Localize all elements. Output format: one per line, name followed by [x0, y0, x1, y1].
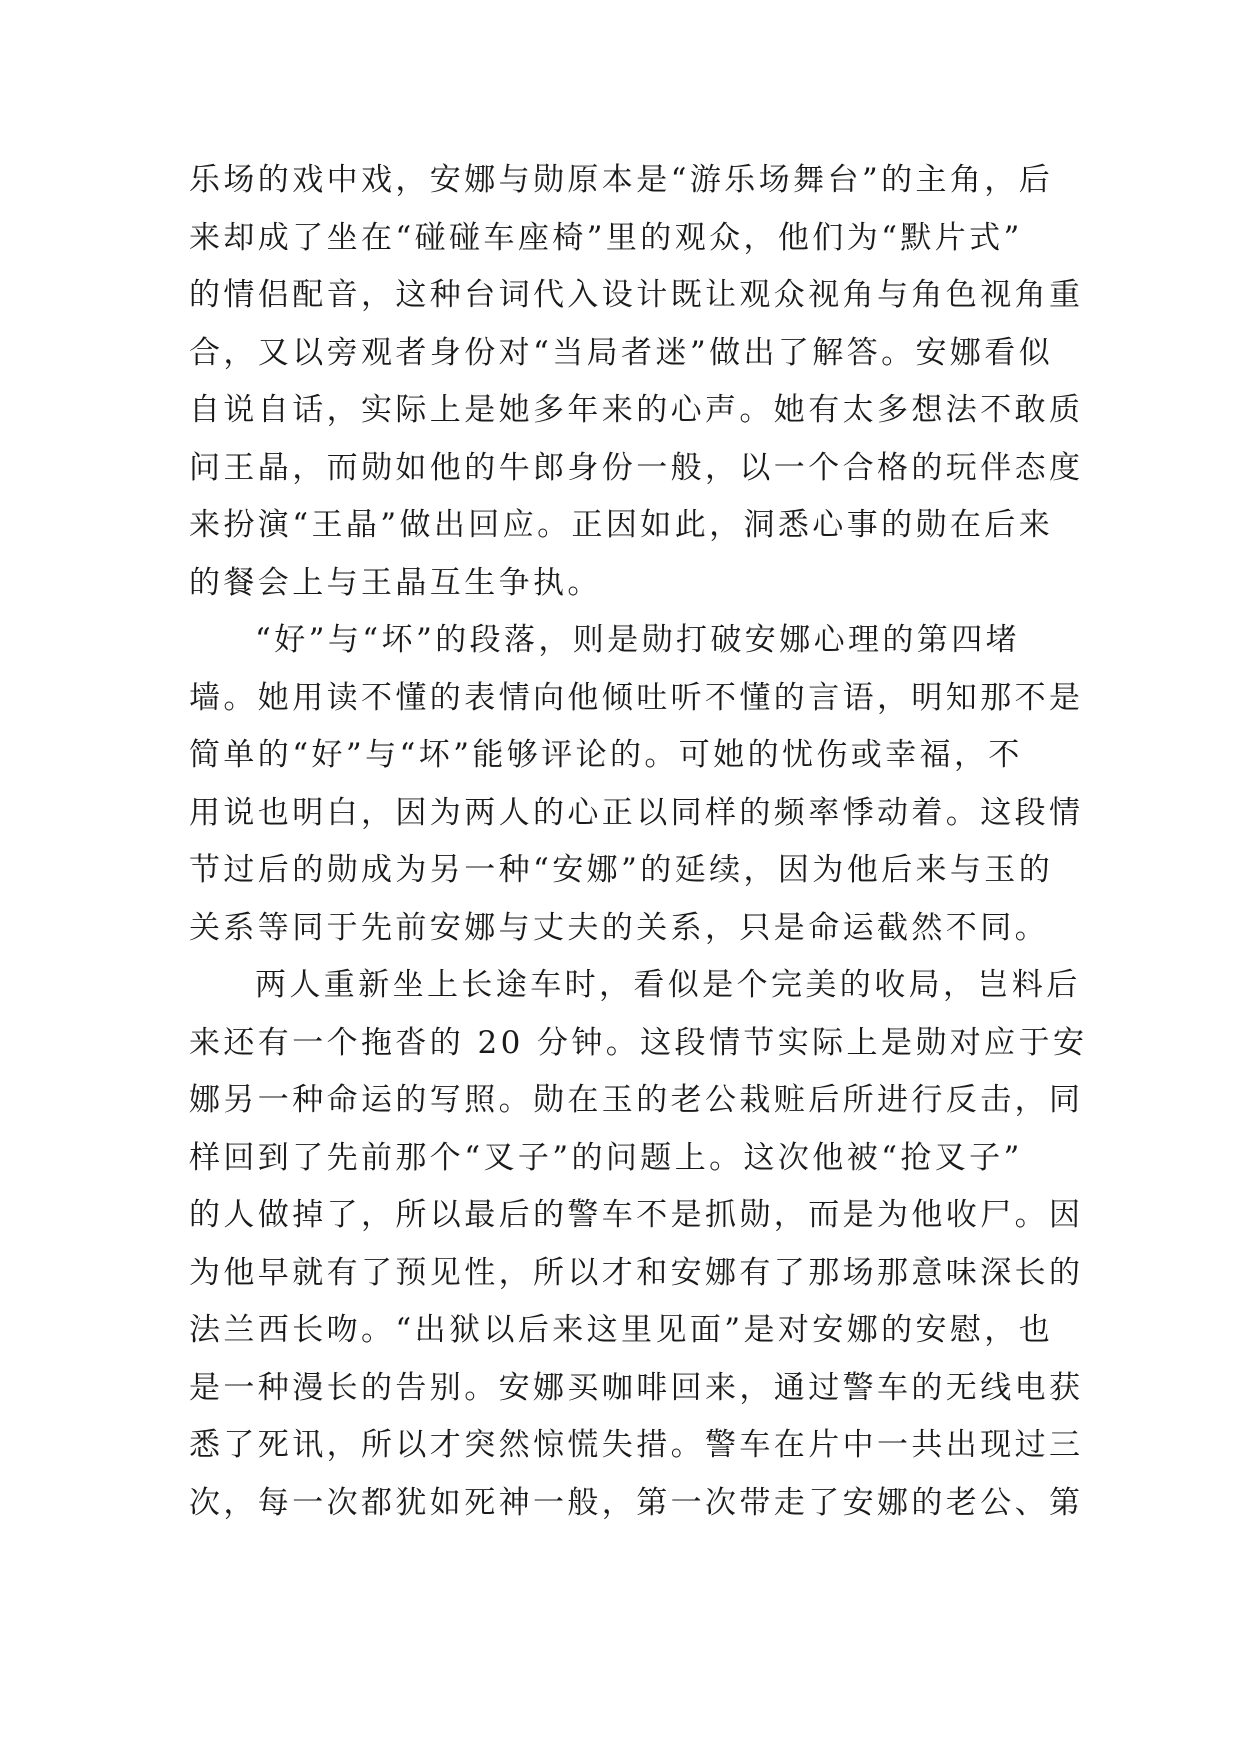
text-line: 的餐会上与王晶互生争执。 — [189, 564, 602, 601]
text-line: 悉了死讯，所以才突然惊慌失措。警车在片中一共出现过三 — [189, 1427, 1084, 1463]
text-line: 的人做掉了，所以最后的警车不是抓勋，而是为他收尸。因 — [189, 1197, 1084, 1233]
text-line: 来扮演“王晶”做出回应。正因如此，洞悉心事的勋在后来 — [189, 507, 1054, 543]
text-line: 关系等同于先前安娜与丈夫的关系，只是命运截然不同。 — [189, 909, 1049, 946]
text-line: 来却成了坐在“碰碰车座椅”里的观众，他们为“默片式” — [189, 219, 1023, 256]
document-page — [189, 152, 1088, 1532]
text-line: 合，又以旁观者身份对“当局者迷”做出了解答。安娜看似 — [189, 334, 1054, 371]
text-line: 是一种漫长的告别。安娜买咖啡回来，通过警车的无线电获 — [189, 1369, 1084, 1406]
text-line: 样回到了先前那个“叉子”的问题上。这次他被“抢叉子” — [189, 1139, 1023, 1176]
text-line: 用说也明白，因为两人的心正以同样的频率悸动着。这段情 — [189, 794, 1084, 831]
text-line: 简单的“好”与“坏”能够评论的。可她的忧伤或幸福，不 — [189, 737, 1023, 773]
text-line: 娜另一种命运的写照。勋在玉的老公栽赃后所进行反击，同 — [189, 1082, 1084, 1118]
text-line: 的情侣配音，这种台词代入设计既让观众视角与角色视角重 — [189, 277, 1084, 313]
text-line: 墙。她用读不懂的表情向他倾吐听不懂的言语，明知那不是 — [189, 679, 1084, 716]
text-line: 节过后的勋成为另一种“安娜”的延续，因为他后来与玉的 — [189, 852, 1054, 888]
paragraph-first-line: 两人重新坐上长途车时，看似是个完美的收局，岂料后 — [255, 967, 1081, 1003]
paragraph-first-line: “好”与“坏”的段落，则是勋打破安娜心理的第四堵 — [255, 622, 1020, 658]
text-line: 乐场的戏中戏，安娜与勋原本是“游乐场舞台”的主角，后 — [189, 162, 1054, 198]
text-line: 法兰西长吻。“出狱以后来这里见面”是对安娜的安慰，也 — [189, 1312, 1054, 1348]
text-line: 问王晶，而勋如他的牛郎身份一般，以一个合格的玩伴态度 — [189, 449, 1084, 486]
text-line: 次，每一次都犹如死神一般，第一次带走了安娜的老公、第 — [189, 1484, 1084, 1521]
text-line: 来还有一个拖沓的 20 分钟。这段情节实际上是勋对应于安 — [189, 1024, 1088, 1061]
text-line: 为他早就有了预见性，所以才和安娜有了那场那意味深长的 — [189, 1254, 1084, 1291]
text-line: 自说自话，实际上是她多年来的心声。她有太多想法不敢质 — [189, 392, 1084, 428]
